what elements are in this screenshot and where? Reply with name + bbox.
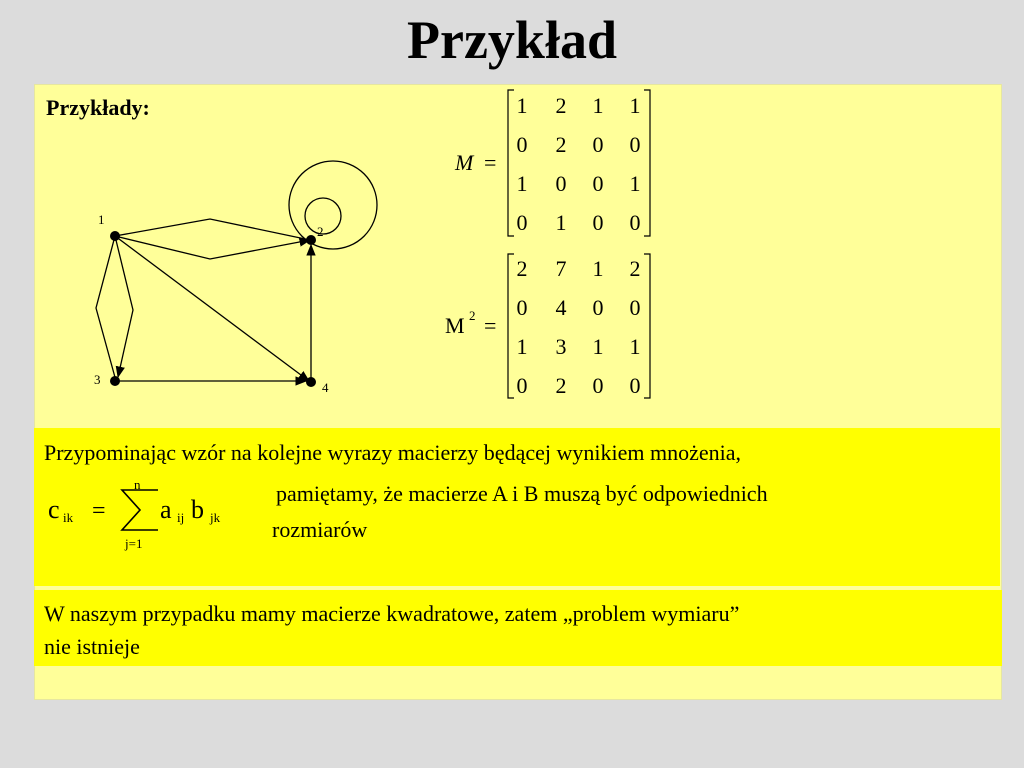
formula-c: c [48,495,60,524]
matrix-m-cell-r1-c2: 2 [555,93,567,118]
matrix-m2-cell-r2-c3: 0 [592,295,604,320]
matrix-m-label: M [455,150,474,175]
matrix-m-cell-r2-c1: 0 [516,132,528,157]
note-line-1: W naszym przypadku mamy macierze kwadratowe, zatem „problem wymiaru” [44,601,740,626]
formula-c-sub: ik [63,510,74,525]
matrix-m2-cell-r1-c1: 2 [516,256,528,281]
reminder-line-3: rozmiarów [272,517,368,542]
node-label-3: 3 [94,372,101,387]
matrix-m2-cell-r3-c3: 1 [592,334,604,359]
matrix-m-cell-r4-c3: 0 [592,210,604,235]
matrix-m-cell-r3-c2: 0 [555,171,567,196]
matrix-m2-exponent: 2 [469,308,476,323]
matrix-m-cell-r4-c4: 0 [629,210,641,235]
matrix-m-cell-r3-c4: 1 [629,171,641,196]
reminder-line-2: pamiętamy, że macierze A i B muszą być odpowiednich [276,481,768,506]
formula-sum-lower: j=1 [125,536,143,551]
matrix-m-cell-r2-c3: 0 [592,132,604,157]
matrix-m2-cell-r1-c3: 1 [592,256,604,281]
matrix-m-cell-r3-c3: 0 [592,171,604,196]
matrix-m2-cell-r1-c4: 2 [629,256,641,281]
matrix-m-cell-r1-c1: 1 [516,93,528,118]
matrix-m2-cell-r3-c1: 1 [516,334,528,359]
matrix-m2-cell-r2-c2: 4 [555,295,567,320]
matrix-m-cell-r2-c4: 0 [629,132,641,157]
matrix-m-equals: = [484,150,497,175]
node-label-1: 1 [98,212,105,227]
formula-a: a [160,495,172,524]
note-line-2: nie istnieje [44,634,140,659]
matrix-m2-cell-r4-c4: 0 [629,373,641,398]
matrix-m2-cell-r4-c1: 0 [516,373,528,398]
page-title: Przykład [407,10,617,70]
matrix-m-cell-r1-c3: 1 [592,93,604,118]
matrix-m-cell-r4-c2: 1 [555,210,567,235]
sigma-icon [122,490,158,530]
reminder-line-1: Przypominając wzór na kolejne wyrazy macierzy będącej wynikiem mnożenia, [44,440,741,465]
formula-sum-upper: n [134,477,141,492]
matrix-m2-cell-r3-c4: 1 [629,334,641,359]
matrix-m2-equals: = [484,313,497,338]
matrix-m-cell-r1-c4: 1 [629,93,641,118]
panel-heading: Przykłady: [46,95,150,120]
matrix-m2-cell-r2-c4: 0 [629,295,641,320]
matrix-m2-cell-r2-c1: 0 [516,295,528,320]
formula-equals: = [92,498,106,524]
node-label-4: 4 [322,380,329,395]
formula-b-sub: jk [210,510,221,525]
formula-a-sub: ij [177,510,185,525]
matrix-m-cell-r4-c1: 0 [516,210,528,235]
matrix-m2-cell-r4-c3: 0 [592,373,604,398]
matrix-m2-label: M [445,313,465,338]
matrix-m-cell-r2-c2: 2 [555,132,567,157]
node-label-2: 2 [317,224,324,239]
formula-b: b [191,495,204,524]
matrix-m-cell-r3-c1: 1 [516,171,528,196]
matrix-m2-cell-r1-c2: 7 [555,256,567,281]
matrix-m2-cell-r4-c2: 2 [555,373,567,398]
matrix-m2-cell-r3-c2: 3 [555,334,567,359]
